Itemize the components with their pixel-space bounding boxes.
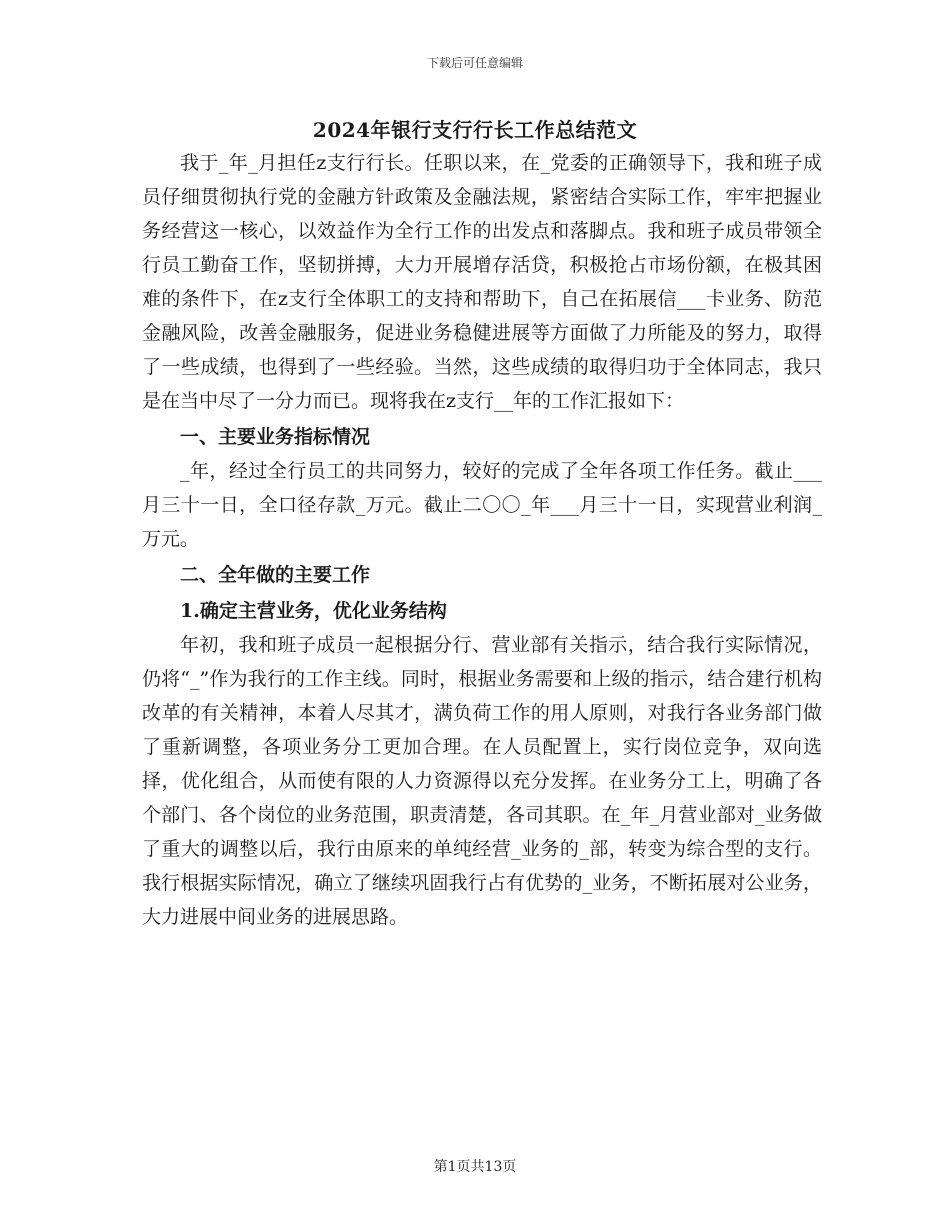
page-footer: 第1页共13页 bbox=[433, 1159, 517, 1175]
section-1-paragraph: _年，经过全行员工的共同努力，较好的完成了全年各项工作任务。截止___月三十一日，全口径存款_万元。截止二〇〇_年___月三十一日，实现营业利润_万元。 bbox=[142, 460, 822, 550]
section-1-heading: 一、主要业务指标情况 bbox=[180, 426, 371, 448]
document-title: 2024年银行支行行长工作总结范文 bbox=[312, 118, 638, 142]
header-note: 下载后可任意编辑 bbox=[426, 56, 523, 70]
subsection-1-paragraph: 年初，我和班子成员一起根据分行、营业部有关指示，结合我行实际情况，仍将“_”作为我行的工作主线。同时，根据业务需要和上级的指示，结合建行机构改革的有关精神，本着人尽其才，满负荷工作的用人原则，对我行各业务部门做了重新调整，各项业务分工更加合理。在人员配置上，实行岗位竞争，双向选择，优化组合，从而使有限的人力资源得以充分发挥。在业务分工上，明确了各个部门、各个岗位的业务范围，职责清楚，各司其职。在_年_月营业部对_业务做了重大的调整以后，我行由原来的单纯经营_业务的_部，转变为综合型的支行。我行根据实际情况，确立了继续巩固我行占有优势的_业务，不断拓展对公业务，大力进展中间业务的进展思路。 bbox=[142, 634, 822, 928]
intro-paragraph: 我于_年_月担任z支行行长。任职以来，在_党委的正确领导下，我和班子成员仔细贯彻执行党的金融方针政策及金融法规，紧密结合实际工作，牢牢把握业务经营这一核心，以效益作为全行工作的出发点和落脚点。我和班子成员带领全行员工勤奋工作，坚韧拼搏，大力开展增存活贷，积极抢占市场份额，在极其困难的条件下，在z支行全体职工的支持和帮助下，自己在拓展信___卡业务、防范金融风险，改善金融服务，促进业务稳健进展等方面做了力所能及的努力，取得了一些成绩，也得到了一些经验。当然，这些成绩的取得归功于全体同志，我只是在当中尽了一分力而已。现将我在z支行__年的工作汇报如下： bbox=[142, 152, 822, 412]
subsection-1-heading: 1.确定主营业务，优化业务结构 bbox=[180, 600, 447, 622]
document-body bbox=[142, 146, 822, 934]
section-2-heading: 二、全年做的主要工作 bbox=[180, 564, 371, 586]
